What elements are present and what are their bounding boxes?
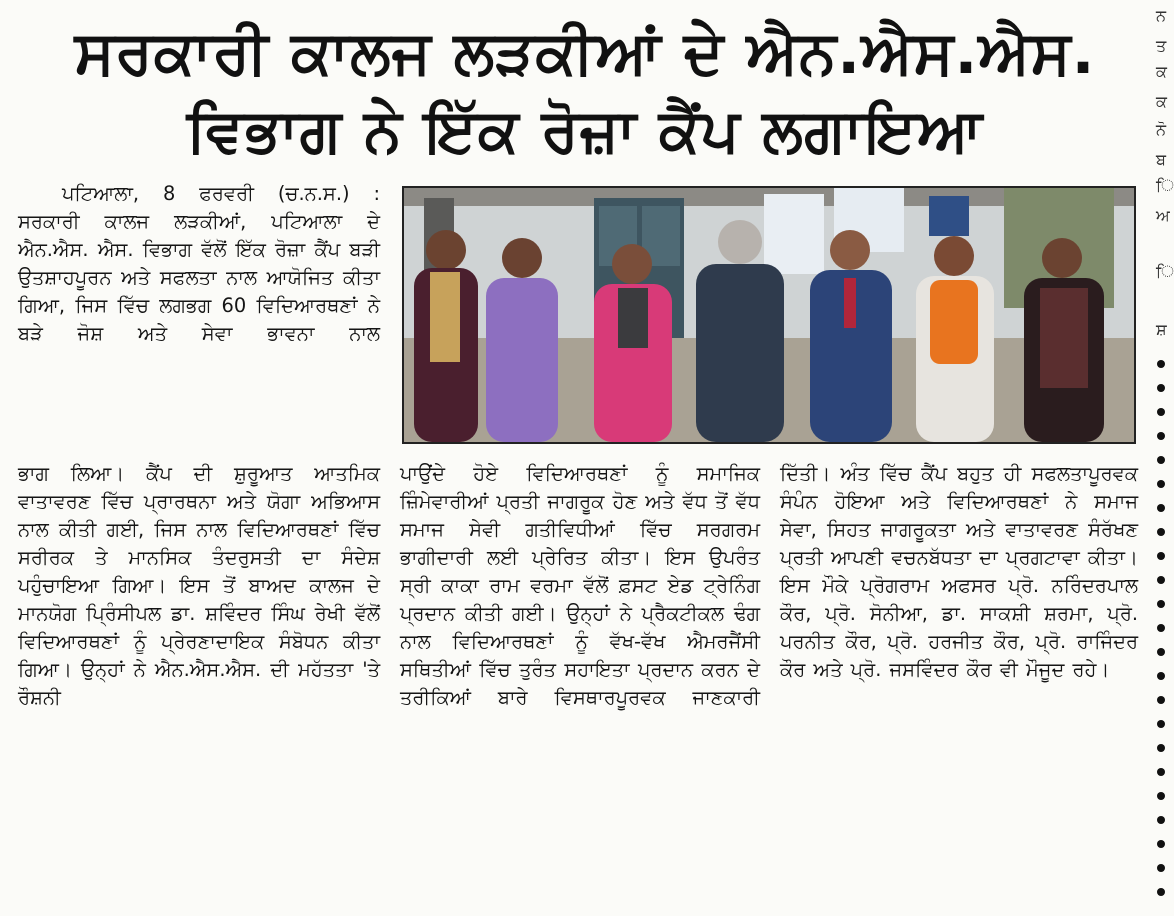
edge-character: ਕ <box>1156 62 1167 81</box>
bullet-dot <box>1157 600 1165 608</box>
edge-character: ਿ <box>1156 262 1174 281</box>
article-column-2 <box>400 460 760 712</box>
bullet-dot <box>1157 480 1165 488</box>
bullet-dot <box>1157 624 1165 632</box>
bullet-dot <box>1157 840 1165 848</box>
bullet-dot <box>1157 720 1165 728</box>
bullet-dot <box>1157 696 1165 704</box>
edge-character: ਬ <box>1156 150 1166 169</box>
article-column-1-top <box>18 180 380 348</box>
edge-character: ਿ <box>1156 176 1174 195</box>
bullet-dot <box>1157 744 1165 752</box>
edge-character: ਨ <box>1156 6 1167 25</box>
article-paragraph: ਭਾਗ ਲਿਆ। ਕੈਂਪ ਦੀ ਸ਼ੁਰੂਆਤ ਆਤਮਿਕ ਵਾਤਾਵਰਣ ਵਿੱਚ ਪ੍ਰਾਰਥਨਾ ਅਤੇ ਯੋਗਾ ਅਭਿਆਸ ਨਾਲ ਕੀਤੀ ਗਈ, ਜਿਸ ਨਾਲ ਵਿਦਿਆਰਥਣਾਂ ਵਿੱਚ ਸਰੀਰਕ ਤੇ ਮਾਨਸਿਕ ਤੰਦਰੁਸਤੀ ਦਾ ਸੰਦੇਸ਼ ਪਹੁੰਚਾਇਆ ਗਿਆ। ਇਸ ਤੋਂ ਬਾਅਦ ਕਾਲਜ ਦੇ ਮਾਨਯੋਗ ਪ੍ਰਿੰਸੀਪਲ ਡਾ. ਸ਼ਵਿੰਦਰ ਸਿੰਘ ਰੇਖੀ ਵੱਲੋਂ ਵਿਦਿਆਰਥਣਾਂ ਨੂੰ ਪ੍ਰੇਰਣਾਦਾਇਕ ਸੰਬੋਧਨ ਕੀਤਾ ਗਿਆ। ਉਨ੍ਹਾਂ ਨੇ ਐਨ.ਐਸ.ਐਸ. ਦੀ ਮਹੱਤਤਾ 'ਤੇ ਰੌਸ਼ਨੀ <box>18 462 380 709</box>
edge-character: ਤ <box>1156 36 1167 55</box>
bullet-dot <box>1157 504 1165 512</box>
bullet-dot <box>1157 552 1165 560</box>
group-photo-illustration <box>404 188 1134 442</box>
bullet-dot <box>1157 432 1165 440</box>
bullet-dot <box>1157 456 1165 464</box>
edge-character: ਅ <box>1156 206 1170 225</box>
article-paragraph: ਦਿੱਤੀ। ਅੰਤ ਵਿੱਚ ਕੈਂਪ ਬਹੁਤ ਹੀ ਸਫਲਤਾਪੂਰਵਕ ਸੰਪੰਨ ਹੋਇਆ ਅਤੇ ਵਿਦਿਆਰਥਣਾਂ ਨੇ ਸਮਾਜ ਸੇਵਾ, ਸਿਹਤ ਜਾਗਰੂਕਤਾ ਅਤੇ ਵਾਤਾਵਰਣ ਸੰਰੱਖਣ ਪ੍ਰਤੀ ਆਪਣੀ ਵਚਨਬੱਧਤਾ ਦਾ ਪ੍ਰਗਟਾਵਾ ਕੀਤਾ। ਇਸ ਮੌਕੇ ਪ੍ਰੋਗਰਾਮ ਅਫਸਰ ਪ੍ਰੋ. ਨਰਿੰਦਰਪਾਲ ਕੌਰ, ਪ੍ਰੋ. ਸੋਨੀਆ, ਡਾ. ਸਾਕਸ਼ੀ ਸ਼ਰਮਾ, ਪ੍ਰੋ. ਪਰਨੀਤ ਕੌਰ, ਪ੍ਰੋ. ਹਰਜੀਤ ਕੌਰ, ਪ੍ਰੋ. ਰਾਜਿੰਦਰ ਕੌਰ ਅਤੇ ਪ੍ਰੋ. ਜਸਵਿੰਦਰ ਕੌਰ ਵੀ ਮੌਜੂਦ ਰਹੇ। <box>780 462 1138 681</box>
edge-character: ਸ਼ <box>1156 320 1167 339</box>
bullet-dot <box>1157 528 1165 536</box>
bullet-dot <box>1157 576 1165 584</box>
bullet-dot <box>1157 768 1165 776</box>
group-photo <box>402 186 1136 444</box>
headline-line-2: ਵਿਭਾਗ ਨੇ ਇੱਕ ਰੋਜ਼ਾ ਕੈਂਪ ਲਗਾਇਆ <box>186 96 984 166</box>
bullet-dot <box>1157 888 1165 896</box>
bullet-dot <box>1157 864 1165 872</box>
article-column-3 <box>780 460 1138 684</box>
bullet-dot <box>1157 360 1165 368</box>
bullet-dot <box>1157 384 1165 392</box>
article-column-1 <box>18 460 380 712</box>
article-paragraph: ਪਾਉਂਦੇ ਹੋਏ ਵਿਦਿਆਰਥਣਾਂ ਨੂੰ ਸਮਾਜਿਕ ਜ਼ਿੰਮੇਵਾਰੀਆਂ ਪ੍ਰਤੀ ਜਾਗਰੂਕ ਹੋਣ ਅਤੇ ਵੱਧ ਤੋਂ ਵੱਧ ਸਮਾਜ ਸੇਵੀ ਗਤੀਵਿਧੀਆਂ ਵਿੱਚ ਸਰਗਰਮ ਭਾਗੀਦਾਰੀ ਲਈ ਪ੍ਰੇਰਿਤ ਕੀਤਾ। ਇਸ ਉਪਰੰਤ ਸ੍ਰੀ ਕਾਕਾ ਰਾਮ ਵਰਮਾ ਵੱਲੋਂ ਫ਼ਸਟ ਏਡ ਟ੍ਰੇਨਿੰਗ ਪ੍ਰਦਾਨ ਕੀਤੀ ਗਈ। ਉਨ੍ਹਾਂ ਨੇ ਪ੍ਰੈਕਟੀਕਲ ਢੰਗ ਨਾਲ ਵਿਦਿਆਰਥਣਾਂ ਨੂੰ ਵੱਖ-ਵੱਖ ਐਮਰਜੈਂਸੀ ਸਥਿਤੀਆਂ ਵਿੱਚ ਤੁਰੰਤ ਸਹਾਇਤਾ ਪ੍ਰਦਾਨ ਕਰਨ ਦੇ ਤਰੀਕਿਆਂ ਬਾਰੇ ਵਿਸਥਾਰਪੂਰਵਕ ਜਾਣਕਾਰੀ <box>400 462 760 709</box>
article-paragraph: ਪਟਿਆਲਾ, 8 ਫਰਵਰੀ (ਚ.ਨ.ਸ.) : ਸਰਕਾਰੀ ਕਾਲਜ ਲੜਕੀਆਂ, ਪਟਿਆਲਾ ਦੇ ਐਨ.ਐਸ. ਐਸ. ਵਿਭਾਗ ਵੱਲੋਂ ਇੱਕ ਰੋਜ਼ਾ ਕੈਂਪ ਬੜੀ ਉਤਸ਼ਾਹਪੂਰਨ ਅਤੇ ਸਫਲਤਾ ਨਾਲ ਆਯੋਜਿਤ ਕੀਤਾ ਗਿਆ, ਜਿਸ ਵਿੱਚ ਲਗਭਗ 60 ਵਿਦਿਆਰਥਣਾਂ ਨੇ ਬੜੇ ਜੋਸ਼ ਅਤੇ ਸੇਵਾ ਭਾਵਨਾ ਨਾਲ <box>18 182 380 345</box>
bullet-dot <box>1157 792 1165 800</box>
bullet-dot <box>1157 672 1165 680</box>
bullet-dot <box>1157 816 1165 824</box>
bullet-dot <box>1157 408 1165 416</box>
edge-character: ਕ <box>1156 92 1167 111</box>
edge-character: ਨੋ <box>1156 120 1167 139</box>
headline-line-1: ਸਰਕਾਰੀ ਕਾਲਜ ਲੜਕੀਆਂ ਦੇ ਐਨ.ਐਸ.ਐਸ. <box>74 18 1096 88</box>
bullet-dot <box>1157 648 1165 656</box>
